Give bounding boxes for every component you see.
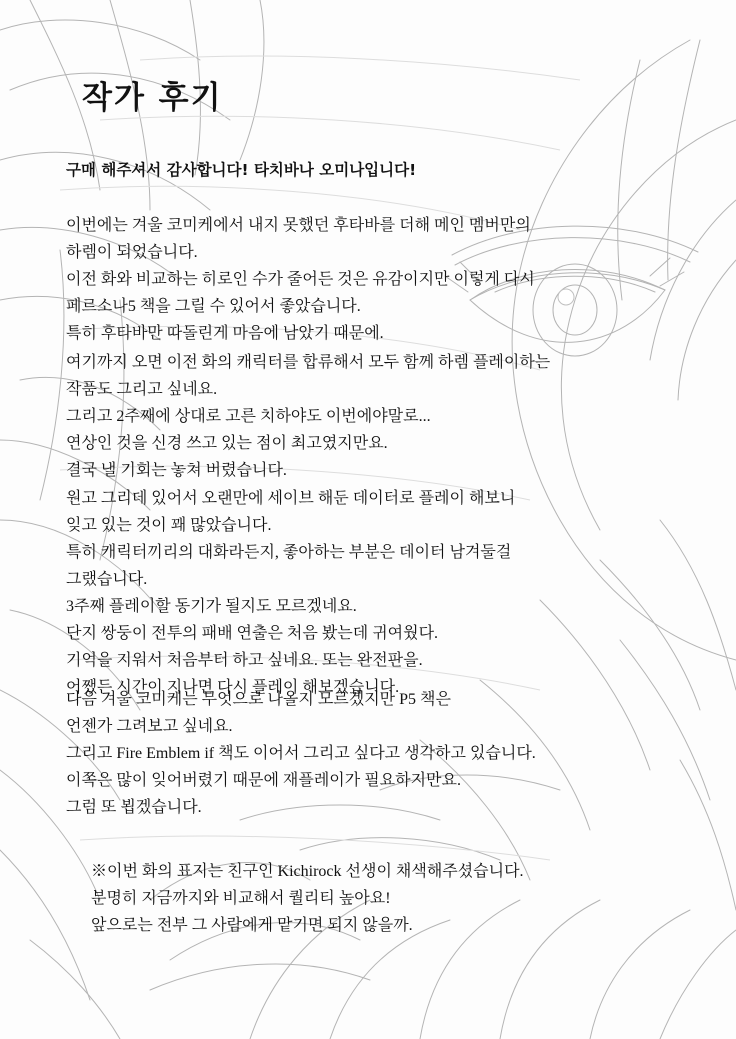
paragraph-line: 언젠가 그려보고 싶네요. — [66, 718, 233, 735]
paragraph-line: 어쨌든 시간이 지나면 다시 플레이 해보겠습니다. — [66, 679, 400, 696]
paragraph-line: 그리고 2주째에 상대로 고른 치하야도 이번에야말로... — [66, 408, 431, 425]
paragraph-line: 연상인 것을 신경 쓰고 있는 점이 최고였지만요. — [66, 435, 388, 452]
paragraph-line: 기억을 지워서 처음부터 하고 싶네요. 또는 완전판을. — [66, 652, 423, 669]
paragraph-line: 특히 캐릭터끼리의 대화라든지, 좋아하는 부분은 데이터 남겨둘걸 — [66, 544, 512, 561]
lead-line: 구매 해주셔서 감사합니다! 타치바나 오미나입니다! — [66, 161, 417, 179]
paragraph-line: 그리고 Fire Emblem if 책도 이어서 그리고 싶다고 생각하고 있습니다. — [66, 745, 536, 762]
paragraph-line: 3주째 플레이할 동기가 될지도 모르겠네요. — [66, 598, 357, 615]
paragraph-line: 원고 그리데 있어서 오랜만에 세이브 해둔 데이터로 플레이 해보니 — [66, 490, 516, 507]
paragraph-line: 단지 쌍둥이 전투의 패배 연출은 처음 봤는데 귀여웠다. — [66, 625, 439, 642]
paragraph-line: 작품도 그리고 싶네요. — [66, 381, 218, 398]
credit-note — [91, 858, 524, 939]
paragraph-line: 이쪽은 많이 잊어버렸기 때문에 재플레이가 필요하지만요. — [66, 772, 461, 789]
paragraph-line: 이전 화와 비교하는 히로인 수가 줄어든 것은 유감이지만 이렇게 다시 — [66, 271, 535, 288]
credit-note-line: 분명히 지금까지와 비교해서 퀄리티 높아요! — [91, 890, 391, 907]
paragraph-line: 다음 겨울 코미케는 무엇으로 나올지 모르겠지만 P5 책은 — [66, 691, 451, 708]
credit-note-line: 앞으로는 전부 그 사람에게 맡기면 되지 않을까. — [91, 917, 413, 934]
credit-note-line: ※이번 화의 표지는 친구인 Kichirock 선생이 채색해주셨습니다. — [91, 863, 524, 880]
paragraph-4 — [66, 686, 536, 821]
paragraph-line: 페르소나5 책을 그릴 수 있어서 좋았습니다. — [66, 298, 361, 315]
paragraph-line: 여기까지 오면 이전 화의 캐릭터를 합류해서 모두 함께 하렘 플레이하는 — [66, 354, 551, 371]
paragraph-line: 하렘이 되었습니다. — [66, 244, 198, 261]
page-title: 작가 후기 — [82, 80, 223, 116]
paragraph-line: 특히 후타바만 따돌린게 마음에 남았기 때문에. — [66, 325, 384, 342]
paragraph-line: 잊고 있는 것이 꽤 많았습니다. — [66, 517, 272, 534]
paragraph-line: 그럼 또 뵙겠습니다. — [66, 799, 202, 816]
paragraph-line: 이번에는 겨울 코미케에서 내지 못했던 후타바를 더해 메인 멤버만의 — [66, 217, 531, 234]
paragraph-3 — [66, 485, 515, 701]
paragraph-2 — [66, 349, 550, 484]
paragraph-1 — [66, 212, 535, 347]
paragraph-line: 그랬습니다. — [66, 571, 148, 588]
paragraph-line: 결국 낼 기회는 놓쳐 버렸습니다. — [66, 462, 287, 479]
